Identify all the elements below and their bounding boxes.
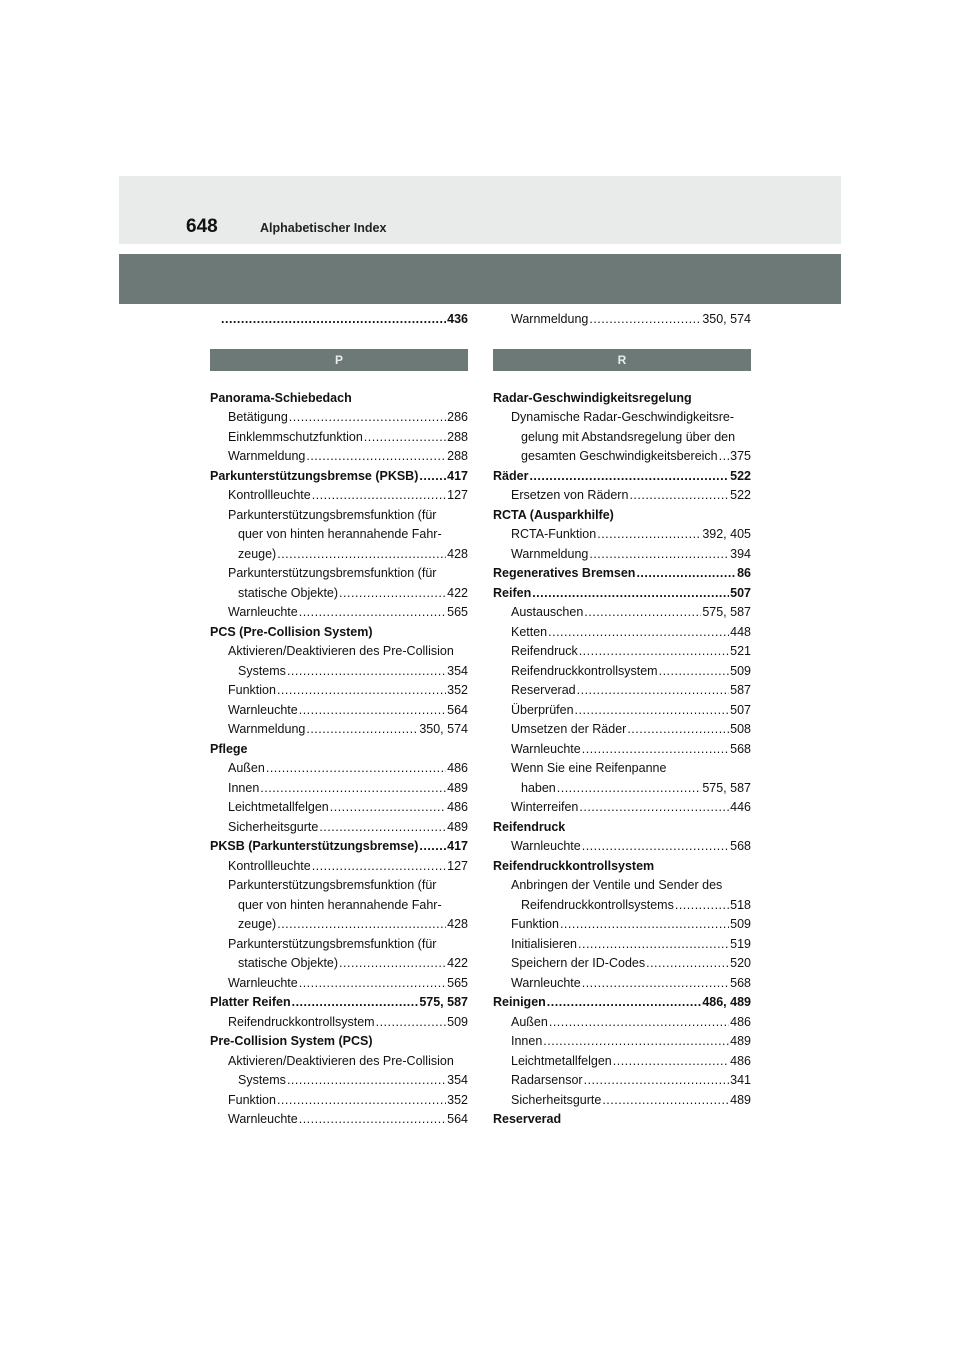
- leader-dots: [579, 642, 729, 662]
- entry-text: zeuge): [238, 917, 277, 931]
- index-entry: [210, 798, 468, 818]
- entry-text: Platter Reifen: [210, 995, 291, 1009]
- entry-text: Parkunterstützungsbremsfunktion (für: [228, 566, 437, 580]
- index-entry: [210, 1071, 468, 1091]
- entry-text: haben: [521, 780, 556, 795]
- entry-page: 428: [447, 917, 468, 931]
- index-entry: [493, 818, 751, 838]
- index-entry: [493, 740, 751, 760]
- entry-text: Leichtmetallfelgen: [511, 1053, 612, 1068]
- index-entry: [493, 525, 751, 545]
- entry-text: RCTA (Ausparkhilfe): [493, 507, 614, 522]
- index-entry: [210, 1013, 468, 1033]
- entry-page: 375: [730, 449, 751, 463]
- entry-text: quer von hinten herannahende Fahr-: [238, 897, 442, 912]
- leader-dots: [613, 1052, 729, 1072]
- entry-text: Innen: [511, 1034, 543, 1048]
- index-entry: [493, 701, 751, 721]
- leader-dots: [419, 467, 446, 487]
- entry-page: 350, 574: [702, 312, 751, 326]
- index-entry: [493, 584, 751, 604]
- leader-dots: [529, 467, 729, 487]
- leader-dots: [287, 1071, 446, 1091]
- leader-dots: [339, 954, 446, 974]
- entry-text: PKSB (Parkunterstützungsbremse): [210, 839, 419, 853]
- letter-heading: R: [493, 349, 751, 371]
- index-entry: [493, 1013, 751, 1033]
- leader-dots: [579, 798, 729, 818]
- index-entry: [210, 915, 468, 935]
- entry-text: Außen: [228, 761, 265, 775]
- index-entry: [493, 935, 751, 955]
- continued-entry: [493, 310, 751, 330]
- index-entry: [493, 428, 751, 448]
- leader-dots: [560, 915, 729, 935]
- index-entry: [493, 974, 751, 994]
- index-entry: [210, 389, 468, 409]
- entry-text: Überprüfen: [511, 702, 574, 717]
- entry-text: Radar-Geschwindigkeitsregelung: [493, 390, 692, 405]
- leader-dots: [289, 408, 446, 428]
- entry-page: 350, 574: [419, 722, 468, 736]
- index-entry: [210, 876, 468, 896]
- index-entry: [210, 681, 468, 701]
- entry-page: 564: [447, 1112, 468, 1126]
- entry-text: Pflege: [210, 741, 248, 756]
- index-entry: [493, 486, 751, 506]
- entry-text: Reifendruck: [493, 819, 566, 834]
- entry-page: 575, 587: [702, 605, 751, 619]
- entry-page: 489: [730, 1034, 751, 1048]
- leader-dots: [582, 837, 729, 857]
- leader-dots: [376, 1013, 447, 1033]
- index-entry: [210, 623, 468, 643]
- index-entry: [493, 564, 751, 584]
- leader-dots: [260, 779, 446, 799]
- index-entry: [210, 584, 468, 604]
- index-entry: [493, 896, 751, 916]
- entry-text: Warnmeldung: [511, 546, 589, 561]
- entry-list: [210, 389, 468, 1130]
- index-entry: [210, 1052, 468, 1072]
- leader-dots: [277, 545, 446, 565]
- entry-text: Warnleuchte: [228, 1112, 298, 1126]
- leader-dots: [277, 681, 446, 701]
- entry-page: 354: [447, 663, 468, 678]
- leader-dots: [532, 584, 729, 604]
- index-entry: [493, 506, 751, 526]
- index-entry: [210, 896, 468, 916]
- header-band: [119, 176, 841, 244]
- entry-text: Funktion: [511, 917, 559, 931]
- entry-page: 509: [730, 663, 751, 678]
- index-entry: [493, 1052, 751, 1072]
- index-entry: [493, 389, 751, 409]
- index-entry: [210, 720, 468, 740]
- letter-heading: P: [210, 349, 468, 371]
- entry-text: PCS (Pre-Collision System): [210, 624, 373, 639]
- entry-text: Umsetzen der Räder: [511, 722, 627, 736]
- entry-text: Reinigen: [493, 995, 546, 1009]
- entry-text: quer von hinten herannahende Fahr-: [238, 527, 442, 541]
- entry-text: Aktivieren/Deaktivieren des Pre-Collision: [228, 1053, 454, 1068]
- entry-page: 127: [447, 488, 468, 502]
- leader-dots: [719, 447, 730, 467]
- entry-page: 518: [730, 897, 751, 912]
- index-entry: [493, 1071, 751, 1091]
- entry-text: Warnleuchte: [511, 741, 581, 756]
- entry-page: 587: [730, 683, 751, 697]
- entry-page: 436: [447, 312, 468, 326]
- index-entry: [493, 993, 751, 1013]
- entry-page: 568: [730, 839, 751, 853]
- leader-dots: [266, 759, 446, 779]
- leader-dots: [306, 720, 418, 740]
- index-entry: [210, 564, 468, 584]
- entry-text: Warnmeldung: [228, 722, 306, 736]
- entry-text: Pre-Collision System (PCS): [210, 1034, 373, 1048]
- index-entry: [493, 857, 751, 877]
- entry-text: Reserverad: [511, 683, 576, 697]
- index-entry: [493, 603, 751, 623]
- index-entry: [210, 818, 468, 838]
- index-entry: [493, 681, 751, 701]
- index-entry: [493, 720, 751, 740]
- entry-text: Warnleuchte: [511, 975, 581, 990]
- index-entry: [210, 701, 468, 721]
- index-entry: [210, 857, 468, 877]
- entry-page: 568: [730, 741, 751, 756]
- entry-page: 520: [730, 956, 751, 970]
- entry-page: 422: [447, 956, 468, 970]
- leader-dots: [577, 681, 730, 701]
- entry-text: Kontrollleuchte: [228, 488, 311, 502]
- entry-text: Austauschen: [511, 605, 584, 619]
- header-bar: [119, 254, 841, 304]
- leader-dots: [582, 740, 729, 760]
- entry-page: 288: [447, 449, 468, 463]
- entry-page: 489: [730, 1092, 751, 1107]
- index-entry: [210, 1032, 468, 1052]
- entry-page: 288: [447, 429, 468, 444]
- entry-text: Warnleuchte: [511, 839, 581, 853]
- entry-page: 448: [730, 624, 751, 639]
- entry-text: Parkunterstützungsbremsfunktion (für: [228, 936, 437, 951]
- leader-dots: [299, 974, 446, 994]
- index-entry: [493, 662, 751, 682]
- index-entry: [210, 740, 468, 760]
- entry-page: 565: [447, 975, 468, 990]
- entry-text: Reifendruckkontrollsystem: [511, 663, 658, 678]
- entry-text: Parkunterstützungsbremse (PKSB): [210, 468, 419, 483]
- entry-page: 446: [730, 800, 751, 814]
- entry-page: 568: [730, 975, 751, 990]
- entry-page: 392, 405: [702, 527, 751, 541]
- index-entry: [210, 408, 468, 428]
- entry-text: Systems: [238, 1073, 286, 1087]
- entry-text: Funktion: [228, 1092, 276, 1107]
- index-entry: [210, 954, 468, 974]
- index-entry: [210, 1091, 468, 1111]
- leader-dots: [547, 993, 702, 1013]
- entry-page: 507: [730, 585, 751, 600]
- entry-page: 341: [730, 1073, 751, 1087]
- entry-page: 519: [730, 936, 751, 951]
- entry-page: 575, 587: [702, 780, 751, 795]
- entry-text: Wenn Sie eine Reifenpanne: [511, 761, 667, 775]
- leader-dots: [299, 701, 446, 721]
- entry-page: 417: [447, 839, 468, 853]
- index-entry: [210, 506, 468, 526]
- entry-page: 509: [730, 917, 751, 931]
- entry-page: 352: [447, 683, 468, 697]
- leader-dots: [659, 662, 730, 682]
- entry-text: Warnleuchte: [228, 702, 298, 717]
- entry-page: 509: [447, 1014, 468, 1029]
- entry-page: 565: [447, 605, 468, 619]
- leader-dots: [675, 896, 729, 916]
- leader-dots: [277, 1091, 446, 1111]
- index-entry: [210, 545, 468, 565]
- leader-dots: [364, 428, 446, 448]
- entry-list: [493, 389, 751, 1130]
- leader-dots: [584, 603, 701, 623]
- leader-dots: [306, 447, 446, 467]
- leader-dots: [330, 798, 446, 818]
- entry-page: 575, 587: [419, 995, 468, 1009]
- leader-dots: [589, 310, 701, 330]
- index-entry: [210, 974, 468, 994]
- leader-dots: [557, 779, 702, 799]
- entry-text: gesamten Geschwindigkeitsbereich: [521, 449, 718, 463]
- entry-text: Parkunterstützungsbremsfunktion (für: [228, 878, 437, 892]
- index-entry: [210, 428, 468, 448]
- entry-text: Regeneratives Bremsen: [493, 566, 636, 580]
- leader-dots: [627, 720, 729, 740]
- entry-text: zeuge): [238, 546, 277, 561]
- index-entry: [210, 837, 468, 857]
- index-entry: [493, 623, 751, 643]
- leader-dots: [575, 701, 730, 721]
- leader-dots: [543, 1032, 729, 1052]
- entry-page: 127: [447, 858, 468, 873]
- entry-text: RCTA-Funktion: [511, 527, 597, 541]
- entry-text: Einklemmschutzfunktion: [228, 429, 363, 444]
- entry-page: 428: [447, 546, 468, 561]
- entry-text: statische Objekte): [238, 956, 339, 970]
- entry-text: Sicherheitsgurte: [228, 819, 319, 834]
- entry-page: 86: [737, 566, 751, 580]
- entry-text: Speichern der ID-Codes: [511, 956, 646, 970]
- entry-text: Warnleuchte: [228, 605, 298, 619]
- entry-page: 486: [447, 761, 468, 775]
- entry-text: Ersetzen von Rädern: [511, 488, 629, 502]
- entry-text: Panorama-Schiebedach: [210, 390, 352, 405]
- entry-text: Anbringen der Ventile und Sender des: [511, 878, 723, 892]
- leader-dots: [221, 310, 446, 330]
- leader-dots: [339, 584, 446, 604]
- entry-text: Warnmeldung: [228, 449, 306, 463]
- index-entry: [493, 1110, 751, 1130]
- leader-dots: [597, 525, 701, 545]
- entry-text: Warnmeldung: [511, 312, 589, 326]
- entry-page: 486: [730, 1014, 751, 1029]
- index-entry: [493, 779, 751, 799]
- entry-text: Reserverad: [493, 1112, 562, 1126]
- entry-text: Radarsensor: [511, 1073, 583, 1087]
- page-number: 648: [186, 216, 218, 237]
- entry-page: 286: [447, 410, 468, 424]
- index-entry: [210, 447, 468, 467]
- index-entry: [493, 1091, 751, 1111]
- index-entry: [493, 915, 751, 935]
- leader-dots: [584, 1071, 730, 1091]
- leader-dots: [646, 954, 729, 974]
- entry-page: 417: [447, 468, 468, 483]
- leader-dots: [319, 818, 446, 838]
- entry-page: 564: [447, 702, 468, 717]
- entry-text: Innen: [228, 780, 260, 795]
- entry-text: Funktion: [228, 683, 276, 697]
- index-entry: [493, 798, 751, 818]
- entry-text: Außen: [511, 1014, 548, 1029]
- entry-text: statische Objekte): [238, 585, 339, 600]
- entry-page: 489: [447, 819, 468, 834]
- leader-dots: [287, 662, 446, 682]
- continued-entry: [210, 310, 468, 330]
- entry-page: 521: [730, 644, 751, 658]
- entry-text: Reifendruckkontrollsystem: [228, 1014, 375, 1029]
- index-entry: [210, 642, 468, 662]
- leader-dots: [548, 623, 729, 643]
- entry-text: Räder: [493, 468, 529, 483]
- index-entry: [493, 447, 751, 467]
- index-entry: [210, 603, 468, 623]
- leader-dots: [312, 857, 446, 877]
- entry-page: 352: [447, 1092, 468, 1107]
- leader-dots: [549, 1013, 729, 1033]
- leader-dots: [582, 974, 729, 994]
- index-entry: [210, 486, 468, 506]
- index-entry: [210, 759, 468, 779]
- leader-dots: [629, 486, 729, 506]
- index-entry: [210, 662, 468, 682]
- entry-page: 394: [730, 546, 751, 561]
- leader-dots: [312, 486, 446, 506]
- entry-page: 486: [730, 1053, 751, 1068]
- entry-text: Ketten: [511, 624, 548, 639]
- entry-text: Winterreifen: [511, 800, 579, 814]
- leader-dots: [589, 545, 729, 565]
- entry-text: Systems: [238, 663, 286, 678]
- entry-page: 422: [447, 585, 468, 600]
- index-entry: [493, 759, 751, 779]
- index-entry: [493, 876, 751, 896]
- entry-text: Reifendruckkontrollsystems: [521, 897, 674, 912]
- entry-page: 522: [730, 488, 751, 502]
- index-column-right: [493, 310, 751, 1130]
- index-entry: [493, 954, 751, 974]
- entry-text: Kontrollleuchte: [228, 858, 311, 873]
- index-entry: [210, 993, 468, 1013]
- entry-text: Dynamische Radar-Geschwindigkeitsre-: [511, 410, 734, 424]
- index-entry: [493, 837, 751, 857]
- entry-page: 486, 489: [702, 995, 751, 1009]
- entry-text: gelung mit Abstandsregelung über den: [521, 429, 736, 444]
- entry-page: 507: [730, 702, 751, 717]
- entry-page: 486: [447, 800, 468, 814]
- entry-text: Reifen: [493, 585, 532, 600]
- entry-text: Reifendruckkontrollsystem: [493, 858, 655, 873]
- entry-page: 489: [447, 780, 468, 795]
- index-entry: [493, 545, 751, 565]
- entry-text: Sicherheitsgurte: [511, 1092, 602, 1107]
- index-entry: [493, 467, 751, 487]
- leader-dots: [419, 837, 446, 857]
- index-entry: [210, 935, 468, 955]
- entry-page: 354: [447, 1073, 468, 1087]
- entry-text: Aktivieren/Deaktivieren des Pre-Collision: [228, 644, 454, 658]
- index-entry: [210, 1110, 468, 1130]
- index-entry: [210, 525, 468, 545]
- entry-page: 508: [730, 722, 751, 736]
- leader-dots: [299, 1110, 446, 1130]
- index-entry: [210, 467, 468, 487]
- leader-dots: [636, 564, 736, 584]
- leader-dots: [578, 935, 729, 955]
- entry-text: Parkunterstützungsbremsfunktion (für: [228, 507, 437, 522]
- entry-text: Warnleuchte: [228, 975, 298, 990]
- section-title: Alphabetischer Index: [260, 221, 387, 235]
- index-entry: [210, 779, 468, 799]
- entry-text: Initialisieren: [511, 936, 578, 951]
- index-column-left: [210, 310, 468, 1130]
- entry-page: 522: [730, 468, 751, 483]
- index-entry: [493, 1032, 751, 1052]
- entry-text: Reifendruck: [511, 644, 578, 658]
- leader-dots: [602, 1091, 729, 1111]
- index-entry: [493, 408, 751, 428]
- index-entry: [493, 642, 751, 662]
- entry-text: Leichtmetallfelgen: [228, 800, 329, 814]
- leader-dots: [299, 603, 446, 623]
- leader-dots: [277, 915, 446, 935]
- entry-text: Betätigung: [228, 410, 288, 424]
- leader-dots: [292, 993, 419, 1013]
